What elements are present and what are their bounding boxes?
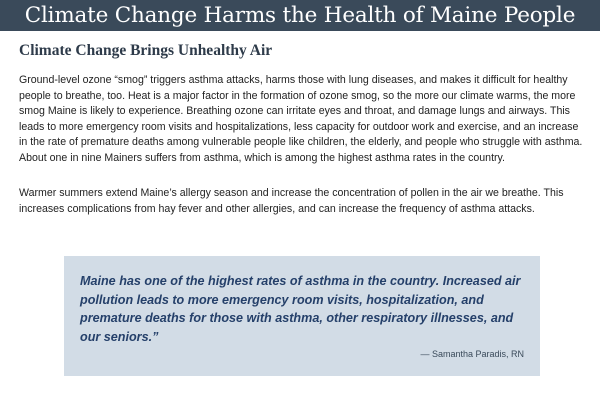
body-paragraph-allergy: Warmer summers extend Maine’s allergy season and increase the concentration of pollen in the air we breathe. This increases complications from hay fever and other allergies, and can increase the frequency of asthma attacks. (19, 187, 564, 215)
page-title: Climate Change Harms the Health of Maine People (24, 3, 576, 28)
pull-quote-box (64, 256, 540, 376)
section-heading: Climate Change Brings Unhealthy Air (19, 42, 273, 59)
body-paragraph-ozone: Ground-level ozone “smog” triggers asthma attacks, harms those with lung diseases, and makes it difficult for healthy people to breathe, too. Heat is a major factor in the formation of ozone smog, so the more our climate warms, the more smog Maine is likely to experience. Breathing ozone can irritate eyes and throat, and damage lungs and airways. This leads to more emergency room visits and hospitalizations, less capacity for outdoor work and exercise, and an increase in the rate of premature deaths among vulnerable people like children, the elderly, and people who struggle with asthma. About one in nine Mainers suffers from asthma, which is among the highest asthma rates in the country. (19, 74, 583, 164)
pull-quote-attribution: — Samantha Paradis, RN (420, 349, 524, 359)
pull-quote-text: Maine has one of the highest rates of asthma in the country. Increased air pollution leads to more emergency room visits, hospitalization, and premature deaths for those with asthma, other respiratory illnesses, and our seniors.” (80, 274, 521, 344)
title-banner (0, 0, 600, 31)
